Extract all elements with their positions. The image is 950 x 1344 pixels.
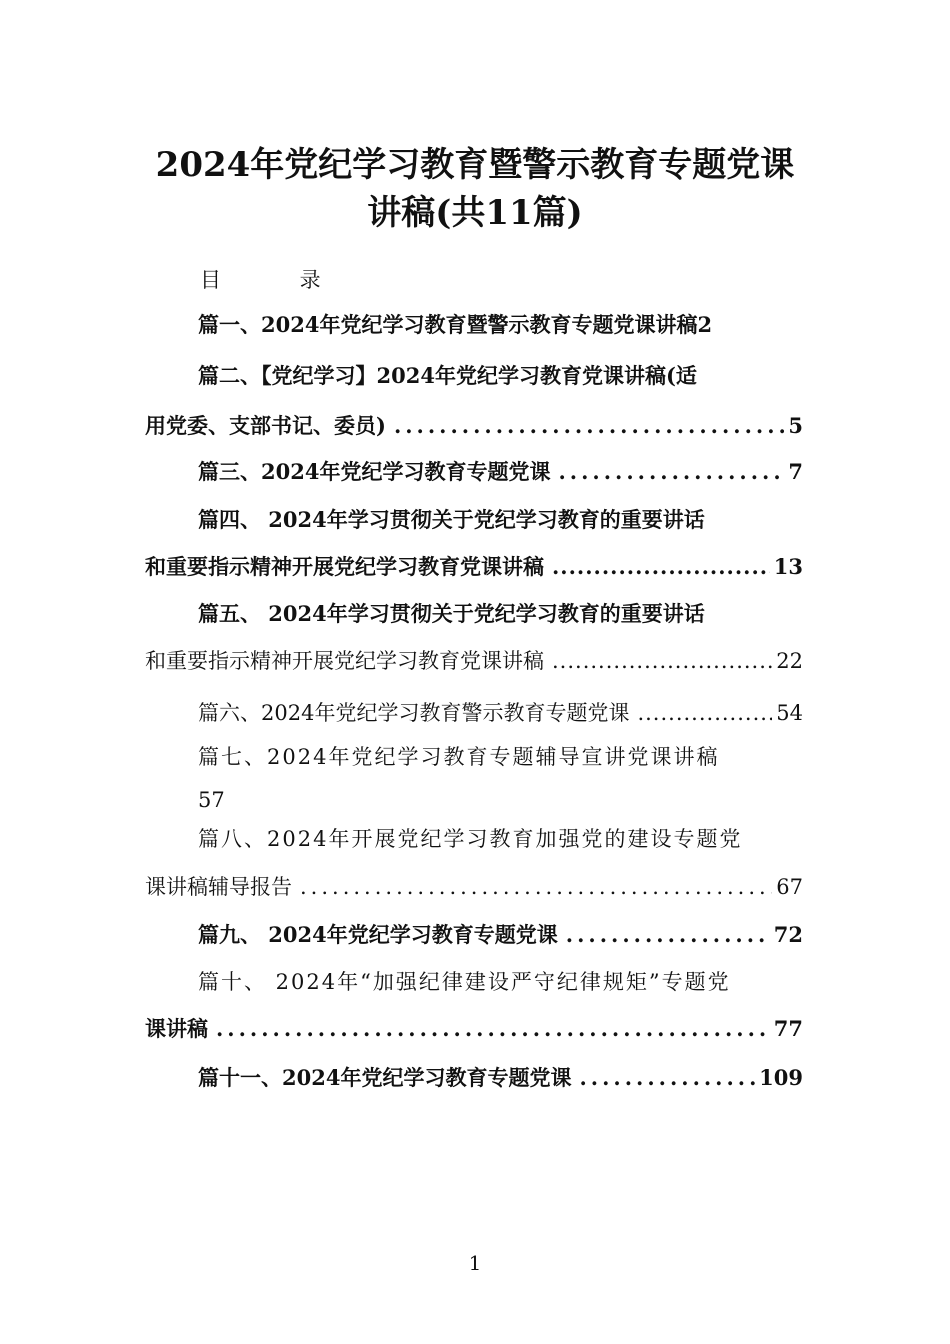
toc-entry-page: 67 [776, 875, 803, 899]
toc-entry-8-continued[interactable] [145, 871, 803, 903]
toc-entry-text: 课讲稿辅导报告 [145, 875, 292, 899]
toc-entry-text: 用党委、支部书记、委员) [145, 413, 386, 438]
toc-entry-text: 篇十、 2024年“加强纪律建设严守纪律规矩”专题党 [198, 970, 731, 994]
toc-leader-dots [637, 697, 772, 729]
toc-heading: 目 录 [200, 268, 357, 292]
toc-entry-page: 77 [773, 1016, 803, 1041]
toc-entry-11[interactable] [145, 1062, 803, 1094]
toc-entry-text: 篇八、2024年开展党纪学习教育加强党的建设专题党 [198, 827, 743, 851]
toc-entry-text: 篇九、 2024年党纪学习教育专题党课 [198, 922, 558, 947]
toc-entry-3[interactable] [145, 456, 803, 488]
toc-entry-8[interactable] [145, 823, 803, 855]
toc-entry-page: 54 [776, 701, 803, 725]
toc-leader-dots [552, 551, 770, 583]
toc-entry-page: 13 [773, 554, 803, 579]
toc-entry-page: 72 [773, 922, 803, 947]
toc-entry-page: 5 [788, 413, 803, 438]
toc-entry-6[interactable] [145, 697, 803, 729]
toc-entry-9[interactable] [145, 919, 803, 951]
toc-entry-text: 课讲稿 [145, 1016, 208, 1041]
toc-entry-text: 篇五、 2024年学习贯彻关于党纪学习教育的重要讲话 [198, 601, 705, 626]
toc-entry-4[interactable] [145, 504, 803, 536]
toc-entry-text: 篇四、 2024年学习贯彻关于党纪学习教育的重要讲话 [198, 507, 705, 532]
toc-entry-text: 和重要指示精神开展党纪学习教育党课讲稿 [145, 649, 544, 673]
toc-entry-text: 篇六、2024年党纪学习教育警示教育专题党课 [198, 701, 630, 725]
toc-leader-dots [300, 871, 772, 903]
toc-entry-2[interactable] [145, 360, 803, 392]
page-number: 1 [468, 1251, 482, 1275]
toc-entry-10-continued[interactable] [145, 1013, 803, 1045]
toc-entry-5-continued[interactable] [145, 645, 803, 677]
toc-entry-10[interactable] [145, 966, 803, 998]
toc-entry-page: 57 [198, 788, 225, 812]
toc-entry-5[interactable] [145, 598, 803, 630]
toc-leader-dots [216, 1013, 770, 1045]
toc-entry-text: 篇十一、2024年党纪学习教育专题党课 [198, 1065, 572, 1090]
toc-entry-page: 22 [776, 649, 803, 673]
document-title-line-1: 2024年党纪学习教育暨警示教育专题党课 [155, 145, 795, 185]
toc-entry-7-continued[interactable] [145, 784, 803, 816]
toc-entry-text: 和重要指示精神开展党纪学习教育党课讲稿 [145, 554, 544, 579]
toc-entry-7[interactable] [145, 741, 803, 773]
toc-entry-page: 109 [759, 1065, 803, 1090]
toc-leader-dots [558, 456, 784, 488]
toc-leader-dots [552, 645, 772, 677]
toc-entry-4-continued[interactable] [145, 551, 803, 583]
toc-entry-page: 7 [788, 459, 803, 484]
toc-entry-1[interactable] [145, 309, 803, 341]
toc-entry-text: 篇七、2024年党纪学习教育专题辅导宣讲党课讲稿 [198, 745, 720, 769]
toc-leader-dots [394, 410, 784, 442]
toc-entry-text: 篇三、2024年党纪学习教育专题党课 [198, 459, 551, 484]
toc-leader-dots [579, 1062, 755, 1094]
toc-leader-dots [566, 919, 770, 951]
toc-entry-text: 篇一、2024年党纪学习教育暨警示教育专题党课讲稿2 [198, 312, 713, 337]
toc-entry-2-continued[interactable] [145, 410, 803, 442]
toc-entry-text: 篇二、【党纪学习】2024年党纪学习教育党课讲稿(适 [198, 363, 697, 388]
document-title-line-2: 讲稿(共11篇) [367, 193, 583, 233]
